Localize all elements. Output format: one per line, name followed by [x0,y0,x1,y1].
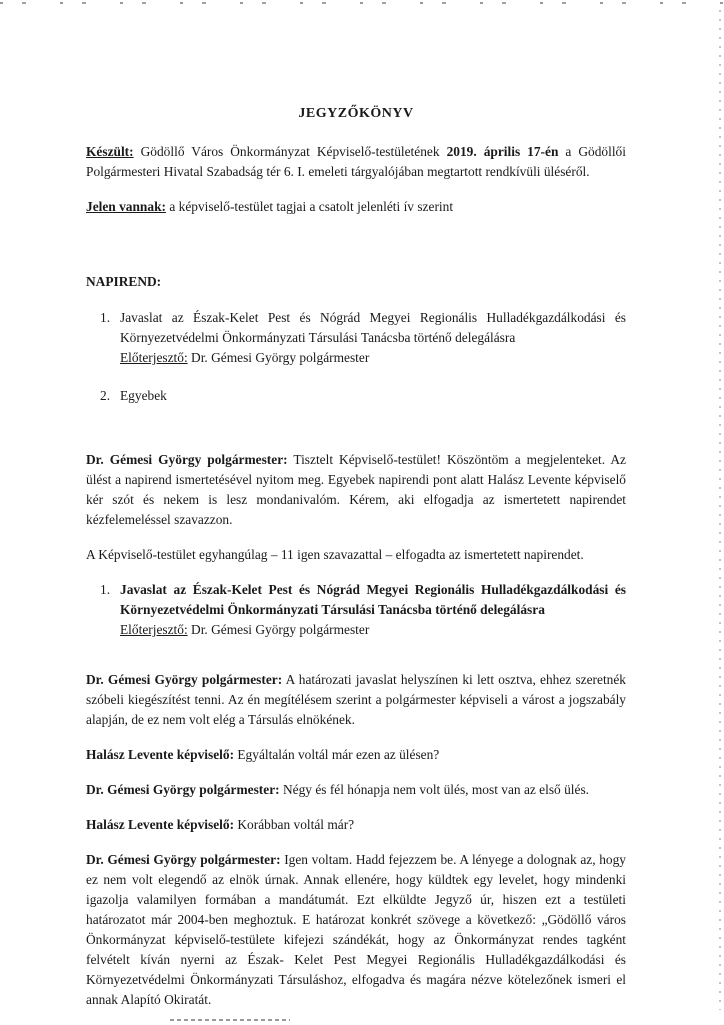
keszult-text-before: Gödöllő Város Önkormányzat Képviselő-testületének [133,144,447,159]
agenda-item [86,386,626,406]
speaker-name: Halász Levente képviselő: [86,817,235,832]
agenda-item-text: Egyebek [120,388,167,403]
jelen-vannak-label: Jelen vannak: [86,199,166,214]
scan-edge-right [719,10,721,1010]
speech-text: Korábban voltál már? [234,817,355,832]
meeting-date: 2019. április 17-én [446,144,559,159]
speaker-name: Dr. Gémesi György polgármester: [86,672,283,687]
agenda-item-text: Javaslat az Észak-Kelet Pest és Nógrád Megyei Regionális Hulladékgazdálkodási és Környezetvédelmi Önkormányzati Társulási Tanácsba történő delegálásra [120,310,626,345]
keszult-label: Készült: [86,144,134,159]
item-number: 1. [100,582,111,597]
speech-text: Egyáltalán voltál már ezen az ülésen? [234,747,440,762]
presenter-label: Előterjesztő: [120,622,188,637]
speaker-name: Dr. Gémesi György polgármester: [86,452,288,467]
agenda-item [86,308,626,368]
dialogue-entry [86,670,626,730]
presenter-name: Dr. Gémesi György polgármester [187,350,370,365]
keszult-paragraph [86,142,626,182]
item-title: Javaslat az Észak-Kelet Pest és Nógrád Megyei Regionális Hulladékgazdálkodási és Környezetvédelmi Önkormányzati Társulási Tanácsba történő delegálásra [120,582,626,617]
presenter-label: Előterjesztő: [120,350,188,365]
dialogue-entry [86,850,626,1010]
speaker-name: Halász Levente képviselő: [86,747,235,762]
minutes-page [86,104,626,1025]
speech-text: Tisztelt Képviselő-testület! Köszöntöm a megjelenteket. Az ülést a napirend ismertetésével nyitom meg. Egyebek napirendi pont alatt Halász Levente képviselő kér szót és nekem is lesz mondanivalóm. Kérem, aki elfogadja az ismertetett napirendet kézfelemeléssel szavazzon. [86,452,626,527]
speech-text: A határozati javaslat helyszínen ki lett osztva, ehhez szeretnék szóbeli kiegészítést tenni. Az én megítélésem szerint a polgármester képviseli a várost a jogszabály alapján, de ez nem volt elég a Társulás elnökének. [86,672,626,727]
presenter-name: Dr. Gémesi György polgármester [187,622,370,637]
dialogue-entry [86,815,626,835]
document-title: JEGYZŐKÖNYV [298,106,414,121]
agenda-item-number: 1. [100,310,111,325]
scan-edge-top [0,2,724,4]
speech-text: Négy és fél hónapja nem volt ülés, most van az első ülés. [279,782,590,797]
speaker-name: Dr. Gémesi György polgármester: [86,782,280,797]
opening-speech [86,450,626,530]
vote-result: A Képviselő-testület egyhangúlag – 11 igen szavazattal – elfogadta az ismertetett napirendet. [86,547,584,562]
speech-text: Igen voltam. Hadd fejezzem be. A lényege a dolognak az, hogy ez nem volt elegendő az elnök úrnak. Annak ellenére, hogy küldtek egy levelet, hogy mindenki igazolja valamilyen formában a mandátumát. Ezt elküldte Jegyző úr, hiszen ezt a testületi határozatot már 2004-ben meghoztuk. E határozat konkrét szövege a következő: „Gödöllő város Önkormányzat képviselő-testülete kifejezi szándékát, hogy az Önkormányzat rendes tagként felvételt kíván nyerni az Észak- Kelet Pest Megyei Regionális Hulladékgazdálkodási és Környezetvédelmi Önkormányzati Társuláshoz, elfogadva és magára nézve kötelezőnek ismeri el annak Alapító Okiratát. [86,852,626,1007]
agenda-item-1-heading [86,580,626,640]
dialogue-entry [86,745,626,765]
agenda-heading: NAPIREND: [86,274,162,289]
agenda-item-number: 2. [100,388,111,403]
dialogue-entry [86,780,626,800]
jelen-vannak-text: a képviselő-testület tagjai a csatolt jelenléti ív szerint [165,199,454,214]
jelen-vannak-paragraph [86,197,626,217]
keszult-text-after: a Gödöllői Polgármesteri Hivatal Szabadság tér 6. I. emeleti tárgyalójában megtartott rendkívüli üléséről. [86,144,626,179]
speaker-name: Dr. Gémesi György polgármester: [86,852,281,867]
agenda-list [86,308,626,406]
